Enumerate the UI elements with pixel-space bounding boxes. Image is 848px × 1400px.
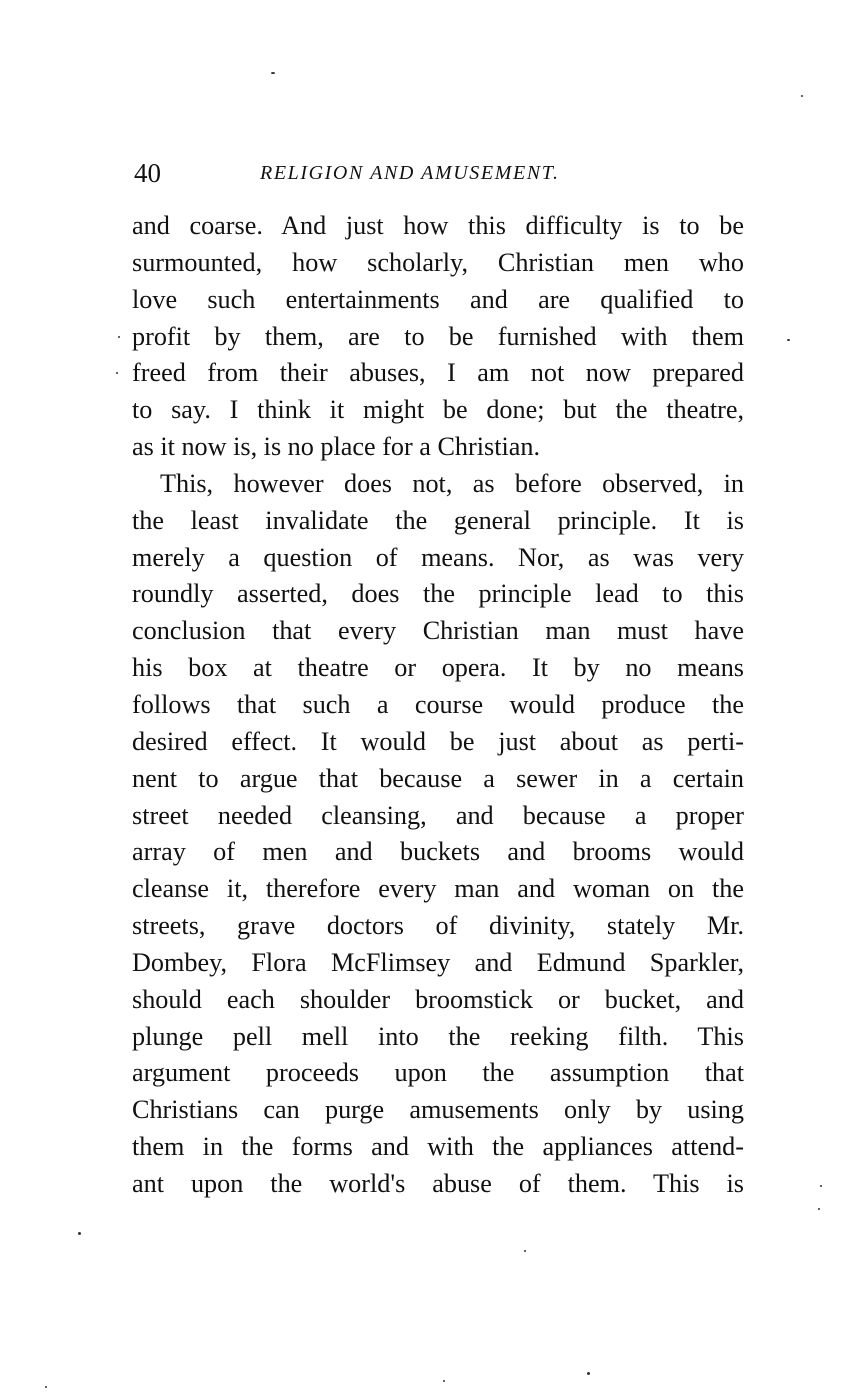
scan-speck [118,336,120,338]
text-line: nent to argue that because a sewer in a certain [132,763,744,793]
text-line: should each shoulder broomstick or bucket, and [132,984,744,1014]
text-line: array of men and buckets and brooms would [132,837,744,867]
text-line: roundly asserted, does the principle lead to this [132,579,744,609]
body-text [132,208,744,1203]
scan-speck [116,372,118,374]
text-line: Dombey, Flora McFlimsey and Edmund Sparkler, [132,947,744,977]
text-line: argument proceeds upon the assumption that [132,1058,744,1088]
text-line: freed from their abuses, I am not now prepared [132,358,744,388]
text-line: This, however does not, as before observed, in [160,468,744,498]
text-line: plunge pell mell into the reeking filth. This [132,1021,744,1051]
scan-speck [45,1386,47,1388]
paragraph-2 [132,466,744,1203]
scan-speck [818,1208,820,1210]
text-line: follows that such a course would produce the [132,689,744,719]
text-line: Christians can purge amusements only by using [132,1095,744,1125]
scan-speck [801,95,803,97]
text-line: street needed cleansing, and because a proper [132,800,744,830]
text-line: and coarse. And just how this difficulty is to be [132,211,744,240]
scan-speck [524,1250,526,1252]
text-line: surmounted, how scholarly, Christian men who [132,247,744,277]
text-line: streets, grave doctors of divinity, stately Mr. [132,911,744,941]
text-line: desired effect. It would be just about as perti- [132,726,744,756]
scan-speck [787,339,790,341]
text-line: them in the forms and with the appliances attend- [132,1132,744,1162]
paragraph-1 [132,208,744,466]
text-line: ant upon the world's abuse of them. This is [132,1168,744,1198]
text-line: the least invalidate the general principle. It is [132,505,744,535]
text-line: cleanse it, therefore every man and woman on the [132,874,744,904]
text-line: love such entertainments and are qualified to [132,284,744,314]
scan-speck [587,1372,590,1375]
scan-speck [443,1380,445,1382]
page-number: 40 [134,158,161,188]
running-title: RELIGION AND AMUSEMENT. [260,162,560,184]
running-header [134,156,744,190]
scan-speck [78,1232,81,1235]
scan-speck [820,1185,822,1187]
scan-speck [271,72,275,74]
text-line: conclusion that every Christian man must have [132,616,744,646]
text-line: to say. I think it might be done; but the theatre, [132,395,744,425]
text-line: merely a question of means. Nor, as was very [132,542,744,572]
text-line: his box at theatre or opera. It by no means [132,653,744,683]
text-line: as it now is, is no place for a Christian. [132,432,541,462]
text-line: profit by them, are to be furnished with them [132,321,744,351]
